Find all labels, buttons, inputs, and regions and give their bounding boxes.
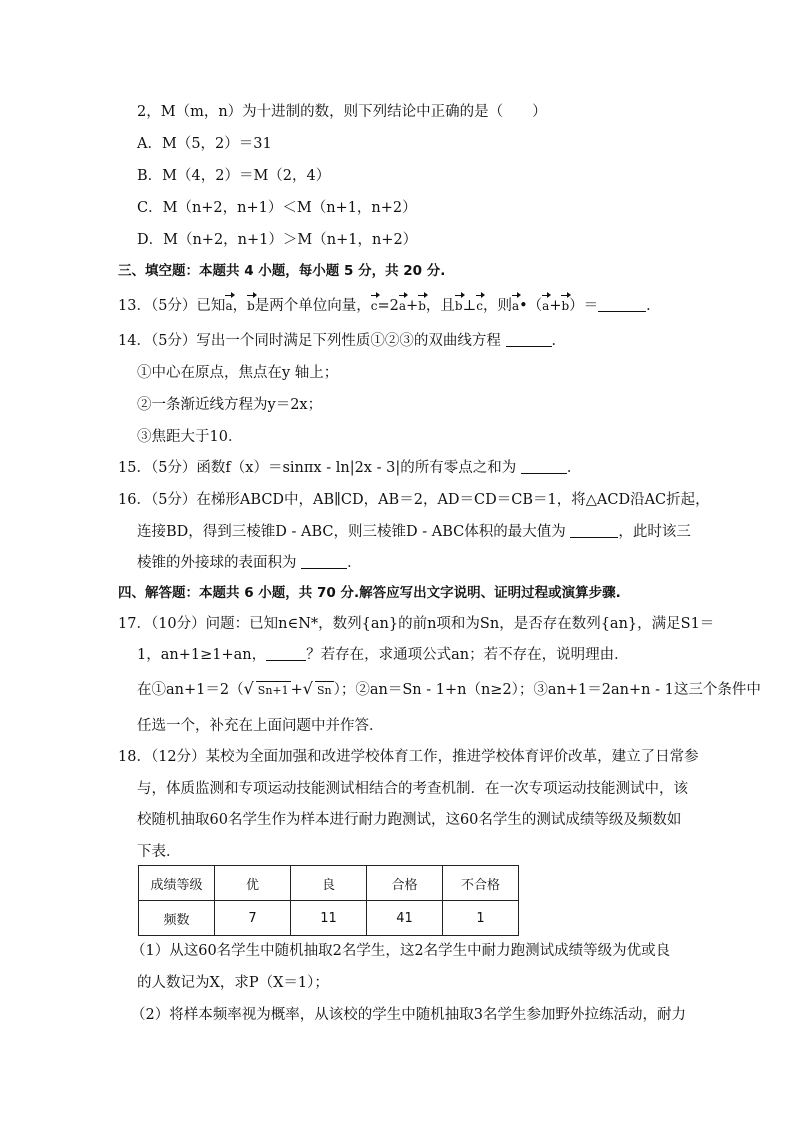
q16-line-2-tail: ，此时该三 <box>618 524 691 540</box>
vector-b: b <box>455 294 463 315</box>
q17-line-2-tail: ？若存在，求通项公式an；若不存在，说明理由． <box>306 647 629 663</box>
table-header-row <box>139 866 519 901</box>
table-cell: 7 <box>215 901 291 936</box>
q14-stem-text: 14．（5分）写出一个同时满足下列性质①②③的双曲线方程 <box>118 333 501 349</box>
q17-line-2 <box>137 646 629 664</box>
q13-prefix: 13．（5分）已知 <box>118 298 226 314</box>
q18-sub2-line-1: （2）将样本频率视为概率，从该校的学生中随机抽取3名学生参加野外拉练活动，耐力 <box>131 1007 686 1023</box>
q18-line-2: 与，体质监测和专项运动技能测试相结合的考查机制．在一次专项运动技能测试中，该 <box>137 781 688 797</box>
q16-line-2-text: 连接BD，得到三棱锥D - ABC，则三棱锥D - ABC体积的最大值为 <box>137 524 566 540</box>
vector-c: c <box>476 294 483 315</box>
q17-condition-1: 在①an+1＝2（ <box>137 682 244 698</box>
answer-blank <box>506 332 552 347</box>
answer-blank <box>301 554 347 569</box>
q18-line-1: 18．（12分）某校为全面加强和改进学校体育工作，推进学校体育评价改革，建立了日常参 <box>118 749 699 765</box>
frequency-table <box>138 865 519 936</box>
table-header-cell: 良 <box>291 866 367 901</box>
table-cell: 1 <box>443 901 519 936</box>
q17-line-4: 任选一个，补充在上面问题中并作答． <box>137 718 384 734</box>
q13-text: ）＝ <box>569 298 599 314</box>
q17-line-3: 在①an+1＝2（√ Sn+1 +√ Sn ）；②an＝Sn - 1+n（n≥2）；③an+1＝2an+n - 1这三个条件中 <box>137 679 761 698</box>
sqrt-radicand: Sn <box>315 681 334 700</box>
table-cell: 11 <box>291 901 367 936</box>
section-4-heading: 四、解答题：本题共 6 小题，共 70 分.解答应写出文字说明、证明过程或演算步骤. <box>118 585 621 601</box>
q18-sub1-line-1: （1）从这60名学生中随机抽取2名学生，这2名学生中耐力跑测试成绩等级为优或良 <box>131 943 671 959</box>
table-header-cell: 不合格 <box>443 866 519 901</box>
q12-option-d: D．M（n+2，n+1）＞M（n+1，n+2） <box>137 232 418 248</box>
q16-line-1: 16．（5分）在梯形ABCD中，AB∥CD，AB＝2，AD＝CD＝CB＝1，将△ACD沿AC折起， <box>118 492 710 508</box>
table-header-cell: 成绩等级 <box>139 866 215 901</box>
q16-line-3-text: 棱锥的外接球的表面积为 <box>137 555 297 571</box>
answer-blank <box>521 459 567 474</box>
q13-text: + <box>549 298 562 314</box>
q16-line-3 <box>137 554 362 572</box>
q17-line-2-text: 1，an+1≥1+an， <box>137 647 267 663</box>
q17-conditions-2-3: ）；②an＝Sn - 1+n（n≥2）；③an+1＝2an+n - 1这三个条件中 <box>333 682 761 698</box>
vector-b: b <box>418 294 426 315</box>
q13-text: 是两个单位向量， <box>254 298 371 314</box>
q13-text: + <box>406 298 419 314</box>
q18-line-3: 校随机抽取60名学生作为样本进行耐力跑测试，这60名学生的测试成绩等级及频数如 <box>137 812 682 828</box>
q13-text: =2 <box>377 298 399 314</box>
q13-sep: ， <box>232 298 248 314</box>
q13-text: ． <box>646 298 661 314</box>
vector-a: a <box>399 294 406 315</box>
table-header-cell: 合格 <box>367 866 443 901</box>
vector-b: b <box>247 294 255 315</box>
q13-text: ，则 <box>482 298 512 314</box>
q14-end: ． <box>551 333 567 349</box>
answer-blank <box>570 523 618 538</box>
q13-text: ，且 <box>425 298 455 314</box>
q16-line-2 <box>137 523 691 541</box>
table-row-label: 频数 <box>139 901 215 936</box>
q18-line-4: 下表． <box>137 844 181 860</box>
section-3-heading: 三、填空题：本题共 4 小题，每小题 5 分，共 20 分. <box>118 263 446 279</box>
q16-line-3-tail: ． <box>347 555 362 571</box>
q18-sub1-line-2: 的人数记为X，求P（X＝1）； <box>137 975 329 991</box>
vector-b: b <box>561 294 569 315</box>
q12-option-a: A．M（5，2）＝31 <box>137 136 272 152</box>
answer-blank <box>266 646 306 661</box>
sqrt-symbol: √ <box>302 679 313 698</box>
q12-stem: 2，M（m，n）为十进制的数，则下列结论中正确的是（ ） <box>137 104 547 120</box>
vector-a: a <box>542 294 549 315</box>
q15-end: ． <box>566 460 582 476</box>
answer-blank <box>598 297 646 312</box>
sqrt-symbol: √ <box>243 679 254 698</box>
q12-option-c: C．M（n+2，n+1）＜M（n+1，n+2） <box>137 200 417 216</box>
perpendicular-symbol: ⊥ <box>462 298 477 314</box>
q12-option-b: B．M（4，2）＝M（2，4） <box>137 168 331 184</box>
q13 <box>118 294 661 315</box>
table-cell: 41 <box>367 901 443 936</box>
q14-property-1: ①中心在原点，焦点在y 轴上； <box>137 365 339 381</box>
vector-c: c <box>371 294 378 315</box>
q15-stem-text: 15．（5分）函数f（x）＝sinπx - ln|2x - 3|的所有零点之和为 <box>118 460 517 476</box>
q13-text: •（ <box>519 298 543 314</box>
q14-property-2: ②一条渐近线方程为y＝2x； <box>137 397 323 413</box>
q14-stem <box>118 332 566 350</box>
table-header-cell: 优 <box>215 866 291 901</box>
vector-a: a <box>225 294 232 315</box>
sqrt-radicand: Sn+1 <box>256 681 291 700</box>
vector-a: a <box>512 294 519 315</box>
table-row <box>139 901 519 936</box>
q14-property-3: ③焦距大于10． <box>137 429 243 445</box>
q15-stem <box>118 459 581 477</box>
q17-line-1: 17．（10分）问题：已知n∈N*，数列{an}的前n项和为Sn，是否存在数列{an}，满足S1＝ <box>118 616 715 632</box>
